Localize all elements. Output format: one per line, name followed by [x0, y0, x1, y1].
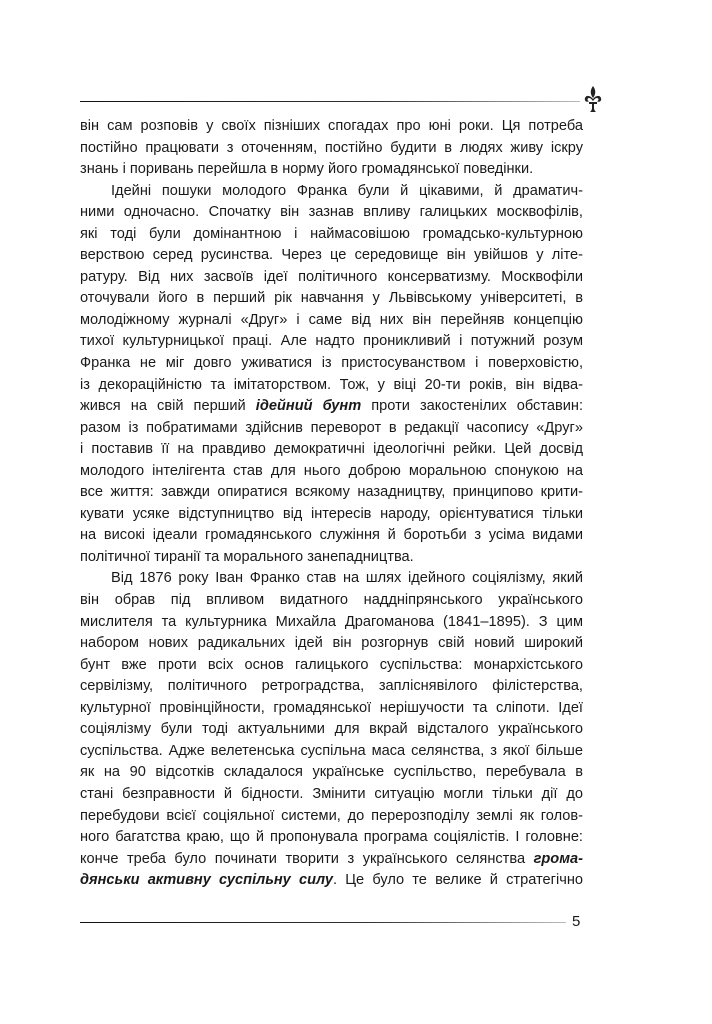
text-line [80, 849, 583, 871]
text-line: мислителя та культурника Михайла Драгоманова (1841–1895). З цим [80, 613, 583, 630]
text-line: сервілізму, політичного ретроградства, запліснявілого філістерства, [80, 678, 583, 695]
text-line: як на 90 відсотків складалося українське суспільство, перебувала в [80, 764, 583, 781]
emphasis-text: дянськи активну суспільну силу [80, 872, 334, 889]
text-line: ного багатства краю, що й пропонувала програма соціялістів. І головне: [80, 829, 583, 846]
text-segment: жився на свій перший [80, 398, 256, 415]
fleur-de-lis-icon [584, 86, 602, 112]
text-line: бунт вже проти всіх основ галицького суспільства: монархістського [80, 656, 583, 673]
text-line: набором нових радикальних ідей він розгорнув свій новий широкий [80, 635, 583, 652]
text-line: із декораційністю та імітаторством. Тож, у віці 20-ти років, він відва- [80, 376, 583, 393]
text-line: ратуру. Від них засвоїв ідеї політичного консерватизму. Москвофіли [80, 268, 583, 285]
text-line: Ідейні пошуки молодого Франка були й цікавими, й драматич- [111, 182, 583, 199]
text-line [80, 396, 583, 418]
text-line: соціялізму були тоді актуальними для вкрай відсталого українського [80, 721, 583, 738]
text-segment: конче треба було починати творити з українського селянства [80, 850, 534, 867]
bottom-rule [80, 922, 566, 923]
text-line: які тоді були домінантною і наймасовішою громадсько-культурною [80, 225, 583, 242]
text-line: Від 1876 року Іван Франко став на шлях ідейного соціялізму, який [111, 570, 583, 587]
text-line: і поставив її на правдиво демократичні ідеологічні рейки. Цей досвід [80, 441, 583, 458]
text-line: він обрав під впливом видатного наддніпрянського українського [80, 592, 583, 609]
text-line: молодіжному журналі «Друг» і саме від них він перейняв концепцію [80, 311, 583, 328]
emphasis-text: ідейний бунт [255, 398, 362, 415]
text-line: молодого інтелігента став для нього доброю моральною спонукою на [80, 462, 583, 479]
text-line: він сам розповів у своїх пізніших спогадах про юні роки. Ця потреба [80, 118, 583, 134]
text-line: стані безправности й бідности. Змінити ситуацію могли тільки дії до [80, 785, 583, 802]
text-line: на високі ідеали громадянського служіння й боротьби з усіма видами [80, 527, 583, 544]
text-line: все життя: завжди опиратися всякому назадництву, принципово крити- [80, 484, 583, 501]
text-line: ними одночасно. Спочатку він зазнав впливу галицьких москвофілів, [80, 204, 583, 221]
text-line: Франка не міг довго уживатися із пристосуванством і поверховістю, [80, 355, 583, 372]
text-line: суспільства. Адже велетенська суспільна маса селянства, з якої більше [80, 742, 583, 759]
text-line: оточували його в перший рік навчання у Львівському університеті, в [80, 290, 583, 307]
text-line: знань і поривань перейшла в норму його громадянської поведінки. [80, 161, 534, 178]
text-segment: . Це було те велике й стратегічно [333, 872, 583, 889]
text-line: політичної тиранії та морального занепадництва. [80, 548, 414, 565]
text-line [80, 870, 583, 892]
top-rule [80, 101, 580, 102]
text-line: разом із побратимами здійснив переворот в редакції часопису «Друг» [80, 419, 583, 436]
emphasis-text: грома- [533, 850, 583, 867]
page-number: 5 [572, 913, 581, 930]
text-line: кувати усяке відступництво від інтересів народу, орієнтуватися тільки [80, 505, 583, 522]
text-line: верствою серед русинства. Через це середовище він увійшов у літе- [80, 247, 583, 264]
text-line: тихої культурницької праці. Але надто проникливий і потужний розум [80, 333, 583, 350]
text-line: постійно працювати з оточенням, постійно будити в людях живу іскру [80, 139, 583, 156]
text-segment: проти закостенілих обставин: [361, 398, 583, 415]
text-line: культурної провінційности, громадянської нерішучости та сліпоти. Ідеї [80, 699, 583, 716]
text-line: перебудови всієї соціяльної системи, до перерозподілу землі як голов- [80, 807, 583, 824]
body-text [80, 116, 583, 892]
